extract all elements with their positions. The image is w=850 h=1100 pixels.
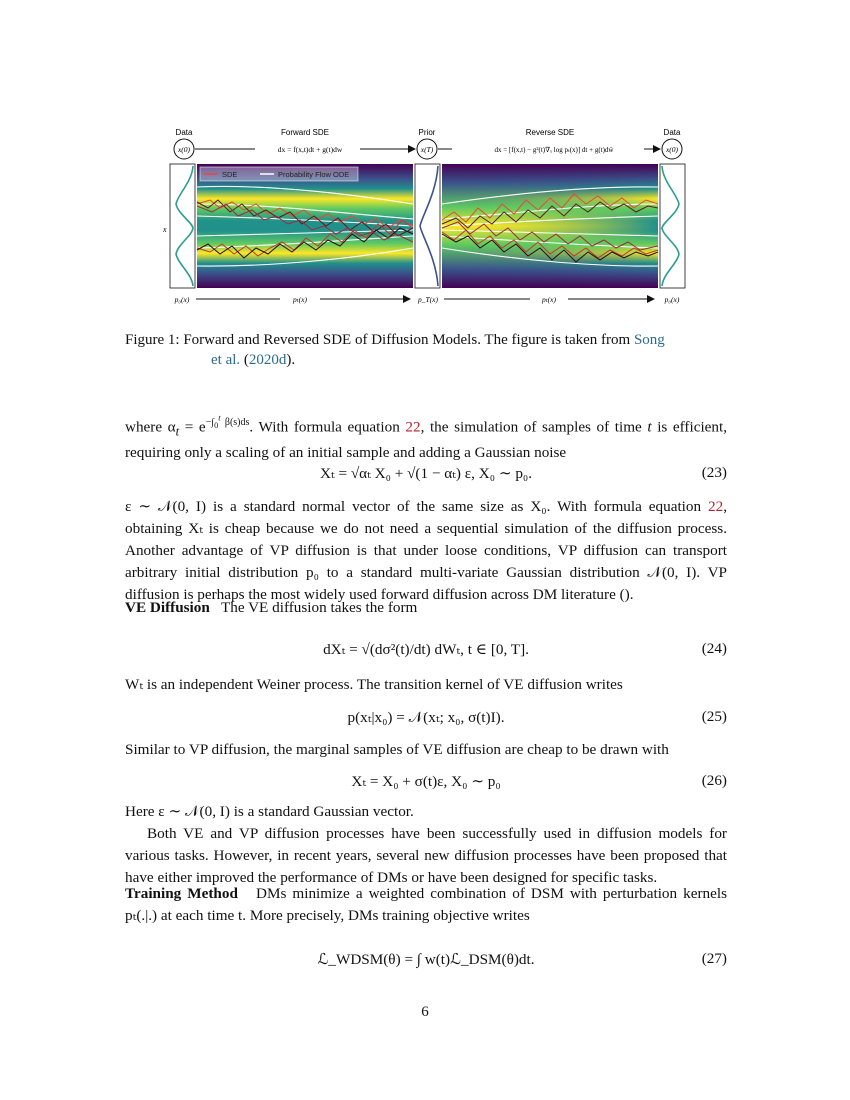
figure-caption: Figure 1: Forward and Reversed SDE of Diffusion Models. The figure is taken from Song et al. (2020d). xyxy=(125,332,665,368)
heatmap-reverse xyxy=(442,164,658,288)
label-prior: Prior xyxy=(418,128,436,137)
training-text: DMs minimize a weighted combination of DSM with perturbation kernels pₜ(.|.) at each time t. More precisely, DMs training objective writes xyxy=(125,885,728,924)
label-data-left: Data xyxy=(175,128,193,137)
caption-end: ). xyxy=(286,352,296,368)
label-reverse-sde: Reverse SDE xyxy=(525,128,575,137)
label-data-right: Data xyxy=(663,128,681,137)
paragraph-gaussian-vector xyxy=(125,801,727,823)
paragraph-vp-advantages xyxy=(125,496,727,606)
equation-26-body: Xₜ = X₀ + σ(t)ε, X₀ ∼ p₀ xyxy=(351,773,501,790)
ref-eq-22-b[interactable]: 22 xyxy=(708,498,724,515)
p1-c: . With formula equation xyxy=(249,418,406,436)
figure-1 xyxy=(160,124,700,309)
y-axis-label: x xyxy=(163,225,167,234)
node-x0-left-label: x(0) xyxy=(177,145,191,154)
caption-link-etal[interactable]: et al. xyxy=(211,352,241,368)
node-x0-right-label: x(0) xyxy=(665,145,679,154)
sde-diagram xyxy=(160,124,700,309)
label-p0-left: p₀(x) xyxy=(174,295,190,304)
caption-link-song[interactable]: Song xyxy=(633,332,665,348)
equation-26 xyxy=(125,768,727,798)
label-forward-sde: Forward SDE xyxy=(280,128,330,137)
paragraph-ve-marginal xyxy=(125,739,727,761)
label-pT: p_T(x) xyxy=(418,295,438,304)
equation-25-body: p(xₜ|x₀) = 𝒩(xₜ; x₀, σ(t)I). xyxy=(347,709,505,726)
forward-equation: dx = f(x,t)dt + g(t)dw xyxy=(277,145,343,154)
equation-27 xyxy=(125,942,727,982)
reverse-equation: dx = [f(x,t) − g²(t)∇ₓ log pₜ(x)] dt + g(t)dw̄ xyxy=(494,146,614,154)
p2-b: , obtaining Xₜ is cheap because we do not need a sequential simulation of the diffusion process. Another advantage of VP diffusion is that under loose conditions, VP diffusion can transport arbitrary initial distribution p₀ to a standard multi-variate Gaussian distribution 𝒩(0, I). VP diffusion is perhaps the most widely used forward diffusion across DM literature (). xyxy=(125,498,727,603)
legend-sde-label: SDE xyxy=(222,170,238,179)
paragraph-new-processes xyxy=(125,823,727,889)
equation-24-body: dXₜ = √(dσ²(t)/dt) dWₜ, t ∈ [0, T]. xyxy=(323,641,529,658)
ref-eq-22-a[interactable]: 22 xyxy=(405,418,421,436)
paragraph-ve-intro xyxy=(125,597,727,619)
p6: Both VE and VP diffusion processes have been successfully used in diffusion models for various tasks. However, in recent years, several new diffusion processes have been proposed that have either improved the performance of DMs or have been designed for specific tasks. xyxy=(125,825,727,886)
label-pt-reverse: pₜ(x) xyxy=(542,295,556,304)
equation-27-body: ℒ_WDSM(θ) = ∫ w(t)ℒ_DSM(θ)dt. xyxy=(317,951,535,968)
ve-text: The VE diffusion takes the form xyxy=(220,599,418,616)
equation-23-number: (23) xyxy=(701,464,727,481)
caption-link-year[interactable]: 2020d xyxy=(248,352,287,368)
paragraph-alpha-definition: where $\alpha_t = e^{-\int_0^t \beta(s)ds}$. With formula equation 22, the simulation of samples of time t is efficient, requiring only a scaling of an initial sample and adding a Gaussian noise xyxy=(125,414,728,462)
equation-24 xyxy=(125,630,727,674)
p2-a: ε ∼ 𝒩(0, I) is a standard normal vector of the same size as X₀. With formula equation xyxy=(125,498,709,515)
paragraph-training-method xyxy=(125,883,727,927)
equation-26-number: (26) xyxy=(701,772,727,789)
equation-23-body: Xₜ = √αₜ X₀ + √(1 − αₜ) ε, X₀ ∼ p₀. xyxy=(319,465,533,482)
equation-25 xyxy=(125,704,727,734)
equation-23 xyxy=(125,460,727,490)
equation-25-number: (25) xyxy=(701,708,727,725)
heading-ve-diffusion: VE Diffusion xyxy=(125,599,210,616)
equation-27-number: (27) xyxy=(701,950,727,967)
heatmap-forward xyxy=(197,164,413,288)
paragraph-weiner xyxy=(125,674,727,696)
p1-a: where α xyxy=(125,418,176,436)
p5: Here ε ∼ 𝒩(0, I) is a standard Gaussian vector. xyxy=(125,803,414,820)
node-xT-label: x(T) xyxy=(420,145,434,154)
p1-b: = e xyxy=(179,418,206,436)
page-number: 6 xyxy=(421,1004,429,1020)
legend-ode-label: Probability Flow ODE xyxy=(278,170,350,179)
density-panel-prior xyxy=(415,164,440,288)
caption-text: Forward and Reversed SDE of Diffusion Models. The figure is taken from xyxy=(183,332,631,348)
caption-label: Figure 1: xyxy=(125,332,180,348)
p4: Similar to VP diffusion, the marginal samples of VE diffusion are cheap to be drawn with xyxy=(125,741,669,758)
p1-d: , the simulation of samples of time xyxy=(420,418,648,436)
label-pt-forward: pₜ(x) xyxy=(293,295,307,304)
heading-training-method: Training Method xyxy=(125,885,238,902)
equation-24-number: (24) xyxy=(701,640,727,657)
label-p0-right: p₀(x) xyxy=(664,295,680,304)
p3: Wₜ is an independent Weiner process. The transition kernel of VE diffusion writes xyxy=(125,676,623,693)
p1-e: is efficient, requiring only a scaling of an initial sample and adding a Gaussian noise xyxy=(125,418,728,462)
